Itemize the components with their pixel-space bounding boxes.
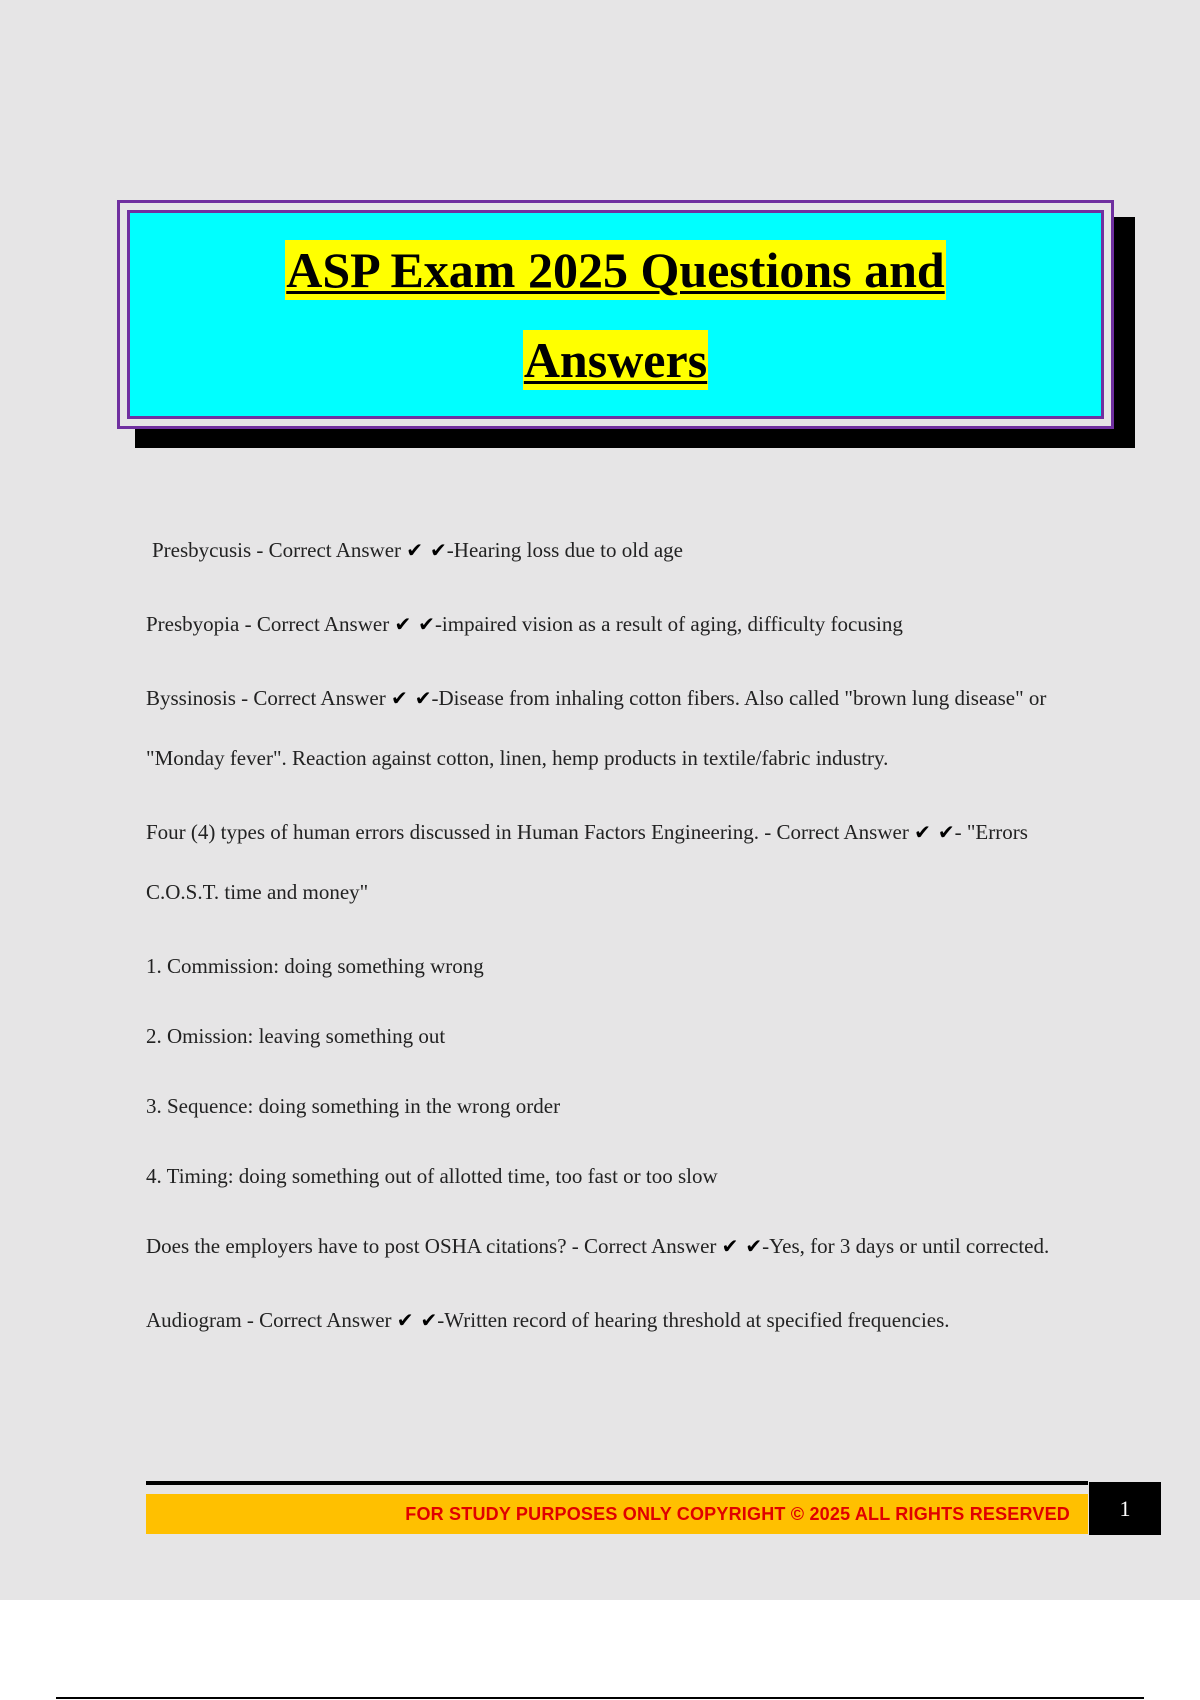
qa-human-errors	[146, 802, 1096, 922]
qa-presbyopia	[146, 594, 1096, 654]
page-number: 1	[1119, 1495, 1131, 1521]
page-separator-rule	[56, 1697, 1144, 1699]
question-text: Presbyopia - Correct Answer	[146, 612, 390, 636]
question-text: Presbycusis - Correct Answer	[152, 538, 402, 562]
error-list-item: 3. Sequence: doing something in the wrong order	[146, 1094, 561, 1118]
error-list-item: 4. Timing: doing something out of allotted time, too fast or too slow	[146, 1164, 718, 1188]
document-body	[146, 520, 1096, 1364]
page-number-box	[1089, 1482, 1161, 1535]
title-box-inner	[127, 210, 1104, 419]
error-list-item: 2. Omission: leaving something out	[146, 1024, 446, 1048]
answer-text: -Written record of hearing threshold at specified frequencies.	[437, 1308, 950, 1332]
question-text: Does the employers have to post OSHA citations? - Correct Answer	[146, 1234, 717, 1258]
qa-byssinosis	[146, 668, 1096, 788]
answer-text: -Hearing loss due to old age	[446, 538, 683, 562]
document-title-line-1: ASP Exam 2025 Questions and	[286, 241, 945, 298]
double-check-icon: ✔ ✔	[914, 820, 955, 844]
double-check-icon: ✔ ✔	[394, 612, 435, 636]
question-text: Audiogram - Correct Answer	[146, 1308, 392, 1332]
footer-copyright: FOR STUDY PURPOSES ONLY COPYRIGHT © 2025 ALL RIGHTS RESERVED	[405, 1503, 1070, 1524]
title-box	[117, 200, 1114, 429]
footer-bar	[146, 1494, 1088, 1534]
document-title-line-2: Answers	[523, 331, 708, 388]
question-text: Four (4) types of human errors discussed in Human Factors Engineering. - Correct Answer	[146, 820, 909, 844]
answer-text: -impaired vision as a result of aging, difficulty focusing	[434, 612, 903, 636]
answer-text: -Disease from inhaling cotton fibers. Also called "brown lung disease" or "Monday fever". Reaction against cotton, linen, hemp products in textile/fabric industry.	[146, 686, 1047, 770]
error-list-item: 1. Commission: doing something wrong	[146, 954, 484, 978]
qa-presbycusis	[146, 520, 1096, 580]
qa-osha-citations	[146, 1216, 1096, 1276]
double-check-icon: ✔ ✔	[396, 1308, 438, 1332]
double-check-icon: ✔ ✔	[391, 686, 432, 710]
qa-audiogram	[146, 1290, 1096, 1350]
question-text: Byssinosis - Correct Answer	[146, 686, 386, 710]
footer-rule	[146, 1481, 1088, 1485]
double-check-icon: ✔ ✔	[721, 1234, 763, 1258]
double-check-icon: ✔ ✔	[406, 538, 447, 562]
answer-text: -Yes, for 3 days or until corrected.	[762, 1234, 1050, 1258]
answer-text: - "Errors C.O.S.T. time and money"	[146, 820, 1028, 904]
